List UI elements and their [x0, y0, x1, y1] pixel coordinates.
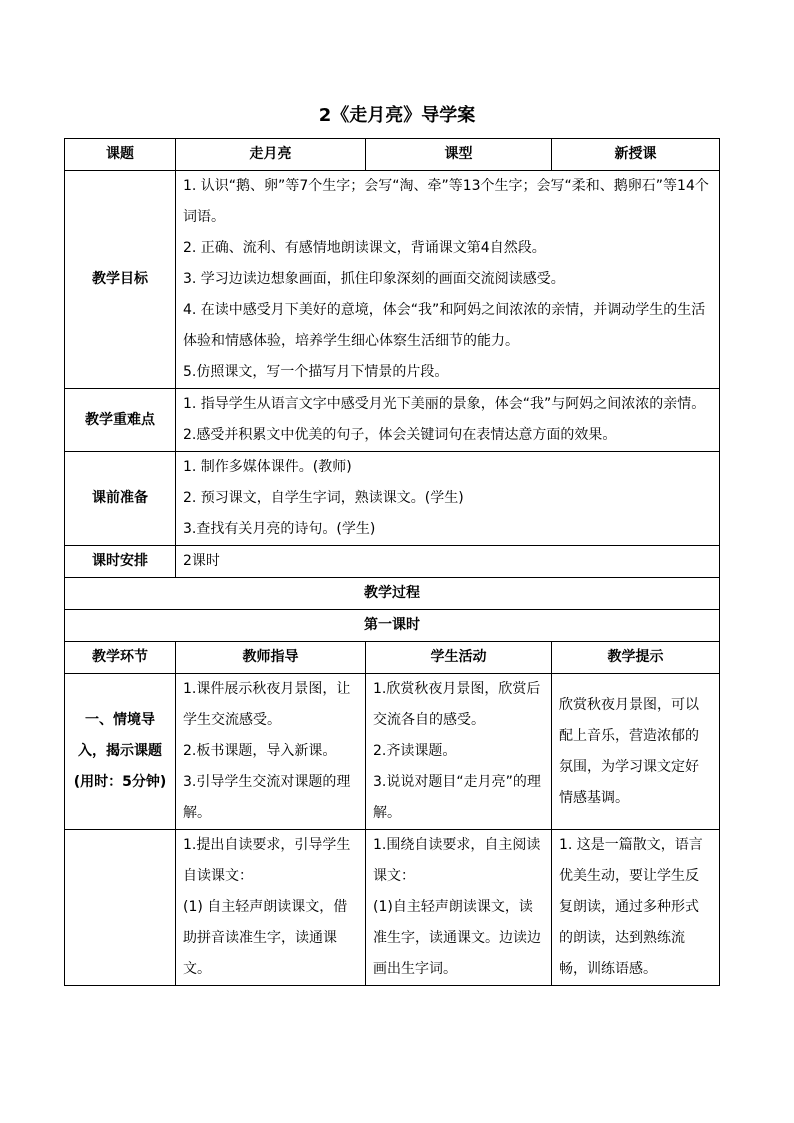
- key-points-row: [65, 389, 720, 452]
- student-cell: [366, 674, 552, 830]
- tips-item: 欣赏秋夜月景图，可以配上音乐，营造浓郁的氛围，为学习课文定好情感基调。: [559, 696, 699, 806]
- preparation-item: 3.查找有关月亮的诗句。(学生): [183, 521, 376, 537]
- course-value: 走月亮: [176, 139, 366, 171]
- goals-label: 教学目标: [65, 171, 176, 389]
- schedule-value: 2课时: [176, 546, 720, 578]
- lesson-title: 第一课时: [65, 610, 720, 642]
- student-item: 2.齐读课题。: [373, 743, 457, 759]
- type-label: 课型: [366, 139, 552, 171]
- tips-item: 1. 这是一篇散文，语言优美生动，要让学生反复朗读，通过多种形式的朗读，达到熟练流畅，训练语感。: [559, 837, 703, 977]
- preparation-item: 1. 制作多媒体课件。(教师): [183, 459, 352, 475]
- table-row: [65, 830, 720, 986]
- stage-cell: 一、情境导入，揭示课题(用时：5分钟): [65, 674, 176, 830]
- student-item: 1.围绕自读要求，自主阅读课文：: [373, 837, 541, 884]
- process-title-row: [65, 578, 720, 610]
- preparation-item: 2. 预习课文，自学生字词，熟读课文。(学生): [183, 490, 464, 506]
- goal-item: 4. 在读中感受月下美好的意境，体会“我”和阿妈之间浓浓的亲情，并调动学生的生活体验和情感体验，培养学生细心体察生活细节的能力。: [183, 302, 706, 349]
- goals-content: [176, 171, 720, 389]
- process-title: 教学过程: [65, 578, 720, 610]
- teacher-item: 1.课件展示秋夜月景图，让学生交流感受。: [183, 681, 351, 728]
- header-row: [65, 139, 720, 171]
- preparation-content: [176, 452, 720, 546]
- schedule-label: 课时安排: [65, 546, 176, 578]
- key-points-content: [176, 389, 720, 452]
- teacher-cell: [176, 830, 366, 986]
- column-header: 教师指导: [176, 642, 366, 674]
- stage-cell: [65, 830, 176, 986]
- student-item: (1)自主轻声朗读课文，读准生字，读通课文。边读边画出生字词。: [373, 899, 541, 977]
- teacher-item: 2.板书课题，导入新课。: [183, 743, 337, 759]
- preparation-row: [65, 452, 720, 546]
- goal-item: 1. 认识“鹅、卵”等7个生字；会写“淘、牵”等13个生字；会写“柔和、鹅卵石”等14个词语。: [183, 178, 709, 225]
- goals-row: [65, 171, 720, 389]
- schedule-row: [65, 546, 720, 578]
- teacher-cell: [176, 674, 366, 830]
- table-row: [65, 674, 720, 830]
- goal-item: 2. 正确、流利、有感情地朗读课文，背诵课文第4自然段。: [183, 240, 546, 256]
- key-points-label: 教学重难点: [65, 389, 176, 452]
- goal-item: 3. 学习边读边想象画面，抓住印象深刻的画面交流阅读感受。: [183, 271, 565, 287]
- teacher-item: 3.引导学生交流对课题的理解。: [183, 774, 351, 821]
- lesson-plan-table: [64, 138, 720, 986]
- teacher-item: (1) 自主轻声朗读课文，借助拼音读准生字，读通课文。: [183, 899, 348, 977]
- column-header: 教学提示: [552, 642, 720, 674]
- student-item: 3.说说对题目“走月亮”的理解。: [373, 774, 541, 821]
- type-value: 新授课: [552, 139, 720, 171]
- student-cell: [366, 830, 552, 986]
- tips-cell: [552, 830, 720, 986]
- document-title: 2《走月亮》导学案: [318, 105, 476, 126]
- column-header: 教学环节: [65, 642, 176, 674]
- key-point-item: 1. 指导学生从语言文字中感受月光下美丽的景象，体会“我”与阿妈之间浓浓的亲情。: [183, 396, 706, 412]
- goal-item: 5.仿照课文，写一个描写月下情景的片段。: [183, 364, 449, 380]
- preparation-label: 课前准备: [65, 452, 176, 546]
- student-item: 1.欣赏秋夜月景图，欣赏后交流各自的感受。: [373, 681, 541, 728]
- column-header-row: [65, 642, 720, 674]
- course-label: 课题: [65, 139, 176, 171]
- column-header: 学生活动: [366, 642, 552, 674]
- key-point-item: 2.感受并积累文中优美的句子，体会关键词句在表情达意方面的效果。: [183, 427, 617, 443]
- teacher-item: 1.提出自读要求，引导学生自读课文：: [183, 837, 351, 884]
- lesson-title-row: [65, 610, 720, 642]
- tips-cell: [552, 674, 720, 830]
